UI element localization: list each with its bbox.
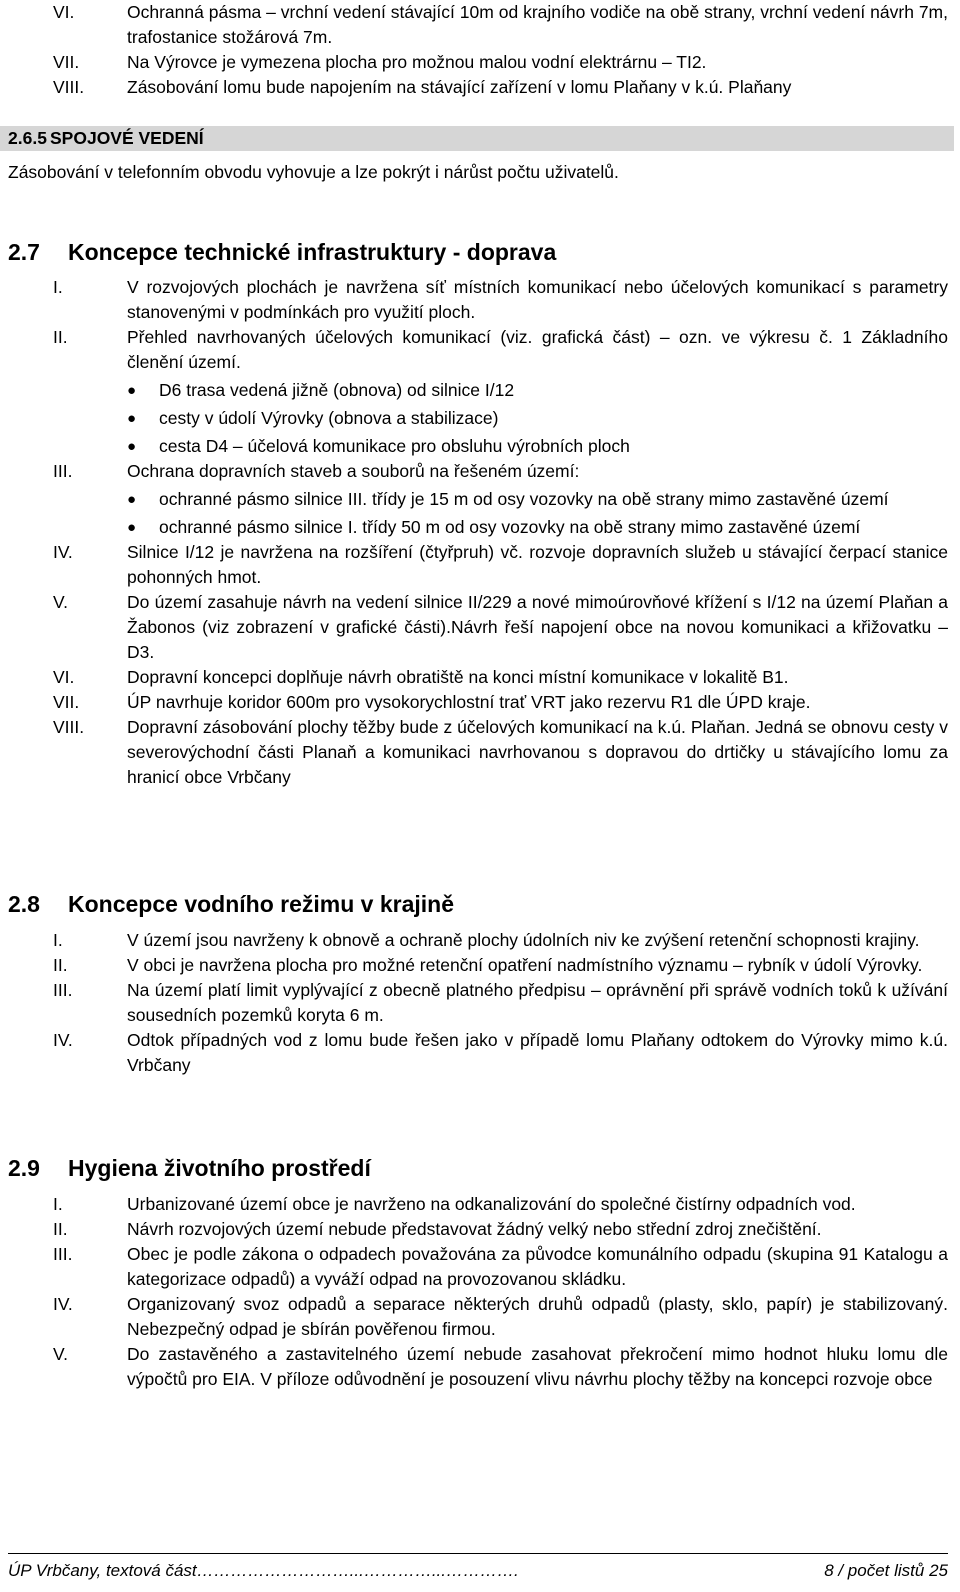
item-text: Zásobování lomu bude napojením na stávající zařízení v lomu Plaňany v k.ú. Plaňany xyxy=(127,77,792,97)
item-text: V rozvojových plochách je navržena síť místních komunikací nebo účelových komunikací s parametry stanovenými v podmínkách pro využití ploch. xyxy=(127,277,948,322)
list-item xyxy=(8,665,948,690)
item-number: IV. xyxy=(53,542,73,562)
item-number: I. xyxy=(53,930,63,950)
list-item xyxy=(8,325,948,459)
item-number: I. xyxy=(53,277,63,297)
item-text: Dopravní zásobování plochy těžby bude z účelových komunikací na k.ú. Plaňan. Jedná se obnovu cesty v severovýchodní části Planaň a komunikaci navrhovanou s dopravou do drtičky u stávajícího lomu za hranicí obce Vrbčany xyxy=(127,717,948,787)
list-item xyxy=(8,1242,948,1292)
item-number: III. xyxy=(53,980,73,1000)
item-text: Návrh rozvojových území nebude představovat žádný velký nebo střední zdroj znečištění. xyxy=(127,1219,822,1239)
item-text: Na území platí limit vyplývající z obecně platného předpisu – oprávnění při správě vodních toků k užívání sousedních pozemků koryta 6 m. xyxy=(127,980,948,1025)
item-number: I. xyxy=(53,1194,63,1214)
item-number: VII. xyxy=(53,692,80,712)
list-item xyxy=(8,75,948,100)
list-item xyxy=(8,1217,948,1242)
section-heading-2-9 xyxy=(8,1153,371,1183)
item-number: V. xyxy=(53,1344,68,1364)
item-text: Do území zasahuje návrh na vedení silnice II/229 a nové mimoúrovňové křížení s I/12 na území Plaňan a Žabonos (viz zobrazení v grafické části).Návrh řeší napojení obce na novou komunikaci a křižovatku – D3. xyxy=(127,592,948,662)
page-number: 8 / počet listů 25 xyxy=(824,1561,948,1580)
list-item xyxy=(8,690,948,715)
item-text: Obec je podle zákona o odpadech považována za původce komunálního odpadu (skupina 91 Katalogu a kategorizace odpadů) a vyváží odpad na provozovanou skládku. xyxy=(127,1244,948,1289)
bullet-item xyxy=(127,515,948,540)
item-number: III. xyxy=(53,1244,73,1264)
heading-number: 2.7 xyxy=(8,239,40,265)
list-item xyxy=(8,0,948,50)
list-item xyxy=(8,1192,948,1217)
heading-title: SPOJOVÉ VEDENÍ xyxy=(50,128,204,148)
bullet-item xyxy=(127,406,948,431)
item-text: Silnice I/12 je navržena na rozšíření (čtyřpruh) vč. rozvoje dopravních služeb u stávající čerpací stanice pohonných hmot. xyxy=(127,542,948,587)
bullet-item xyxy=(127,434,948,459)
item-number: IV. xyxy=(53,1294,73,1314)
item-text: Odtok případných vod z lomu bude řešen jako v případě lomu Plaňany odtokem do Výrovky mimo k.ú. Vrbčany xyxy=(127,1030,948,1075)
item-number: IV. xyxy=(53,1030,73,1050)
list-item xyxy=(8,459,948,540)
heading-number: 2.6.5 xyxy=(8,128,47,148)
bullet-text: ochranné pásmo silnice III. třídy je 15 m od osy vozovky na obě strany mimo zastavěné území xyxy=(159,489,889,509)
list-item xyxy=(8,590,948,665)
bullet-icon: ● xyxy=(127,410,137,427)
item-text: Přehled navrhovaných účelových komunikací (viz. grafická část) – ozn. ve výkresu č. 1 Základního členění území. xyxy=(127,327,948,372)
section-heading-2-6-5 xyxy=(0,126,954,151)
item-number: VIII. xyxy=(53,717,85,737)
list-item xyxy=(8,953,948,978)
item-number: II. xyxy=(53,1219,68,1239)
top-list xyxy=(8,0,948,100)
bullet-text: D6 trasa vedená jižně (obnova) od silnice I/12 xyxy=(159,380,515,400)
item-text: Na Výrovce je vymezena plocha pro možnou malou vodní elektrárnu – TI2. xyxy=(127,52,707,72)
section-heading-2-7 xyxy=(8,237,556,267)
item-text: Dopravní koncepci doplňuje návrh obratiště na konci místní komunikace v lokalitě B1. xyxy=(127,667,789,687)
item-text: Urbanizované území obce je navrženo na odkanalizování do společné čistírny odpadních vod. xyxy=(127,1194,856,1214)
item-number: III. xyxy=(53,461,73,481)
page-footer xyxy=(8,1560,948,1582)
bullet-text: cesty v údolí Výrovky (obnova a stabilizace) xyxy=(159,408,499,428)
item-number: II. xyxy=(53,327,68,347)
item-text: V území jsou navrženy k obnově a ochraně plochy údolních niv ke zvýšení retenční schopnosti krajiny. xyxy=(127,930,920,950)
bullet-icon: ● xyxy=(127,491,137,508)
footer-rule xyxy=(8,1553,948,1554)
heading-number: 2.9 xyxy=(8,1155,40,1181)
list-item xyxy=(8,928,948,953)
footer-left-text: ÚP Vrbčany, textová část………………………...…………...…………. xyxy=(8,1561,519,1580)
item-text: Organizovaný svoz odpadů a separace některých druhů odpadů (plasty, sklo, papír) je stabilizovaný. Nebezpečný odpad je sbírán pověřenou firmou. xyxy=(127,1294,948,1339)
item-text: Ochranná pásma – vrchní vedení stávající 10m od krajního vodiče na obě strany, vrchní vedení návrh 7m, trafostanice stožárová 7m. xyxy=(127,2,948,47)
bullet-text: cesta D4 – účelová komunikace pro obsluhu výrobních ploch xyxy=(159,436,630,456)
list-item xyxy=(8,275,948,325)
section-2-9-list xyxy=(8,1192,948,1392)
bullet-icon: ● xyxy=(127,438,137,455)
bullet-item xyxy=(127,487,948,512)
heading-title: Koncepce vodního režimu v krajině xyxy=(68,891,454,917)
item-text: V obci je navržena plocha pro možné retenční opatření nadmístního významu – rybník v údolí Výrovky. xyxy=(127,955,923,975)
section-heading-2-8 xyxy=(8,889,454,919)
list-item xyxy=(8,540,948,590)
item-number: VI. xyxy=(53,2,75,22)
list-item xyxy=(8,1292,948,1342)
bullet-icon: ● xyxy=(127,519,137,536)
heading-title: Koncepce technické infrastruktury - doprava xyxy=(68,239,557,265)
item-text: ÚP navrhuje koridor 600m pro vysokorychlostní trať VRT jako rezervu R1 dle ÚPD kraje. xyxy=(127,692,811,712)
bullet-icon: ● xyxy=(127,382,137,399)
bullet-text: ochranné pásmo silnice I. třídy 50 m od osy vozovky na obě strany mimo zastavěné území xyxy=(159,517,861,537)
list-item xyxy=(8,978,948,1028)
list-item xyxy=(8,50,948,75)
list-item xyxy=(8,715,948,790)
item-text: Ochrana dopravních staveb a souborů na řešeném území: xyxy=(127,461,580,481)
item-number: VII. xyxy=(53,52,80,72)
heading-number: 2.8 xyxy=(8,891,40,917)
section-2-8-list xyxy=(8,928,948,1078)
item-number: VI. xyxy=(53,667,75,687)
section-2-7-list xyxy=(8,275,948,790)
item-number: VIII. xyxy=(53,77,85,97)
paragraph: Zásobování v telefonním obvodu vyhovuje a lze pokrýt i nárůst počtu uživatelů. xyxy=(8,162,619,182)
item-number: II. xyxy=(53,955,68,975)
heading-title: Hygiena životního prostředí xyxy=(68,1155,371,1181)
item-number: V. xyxy=(53,592,68,612)
bullet-item xyxy=(127,378,948,403)
list-item xyxy=(8,1028,948,1078)
list-item xyxy=(8,1342,948,1392)
item-text: Do zastavěného a zastavitelného území nebude zasahovat překročení mimo hodnot hluku lomu dle výpočtů pro EIA. V příloze odůvodnění je posouzení vlivu návrhu plochy těžby na koncepci rozvoje obce xyxy=(127,1344,948,1389)
